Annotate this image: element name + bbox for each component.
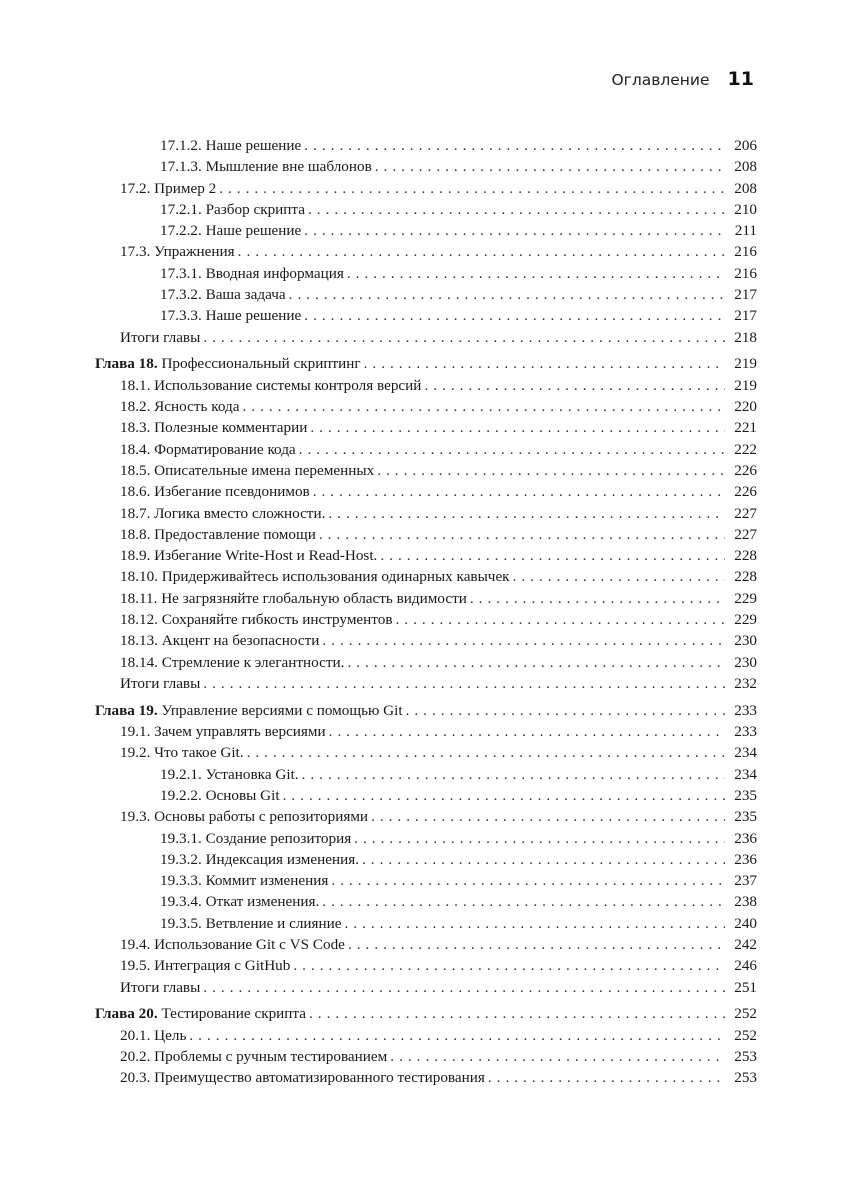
toc-chapter-entry[interactable] [95,1003,757,1024]
running-title: Оглавление [611,71,710,89]
dot-leader [299,439,725,460]
toc-entry-title: 19.3.2. Индексация изменения. [160,850,360,868]
toc-entry[interactable] [95,417,757,438]
toc-entry[interactable] [95,284,757,305]
toc-entry-title: 19.3. Основы работы с репозиториями [120,808,369,826]
toc-entry[interactable] [95,742,757,763]
toc-page-number: 219 [734,355,757,373]
dot-leader [319,524,725,545]
chapter-title: Профессиональный скриптинг [161,355,361,373]
dot-leader [289,284,725,305]
dot-leader [247,742,725,763]
toc-page-number: 251 [734,978,757,996]
toc-page-number: 229 [734,589,757,607]
toc-page-number: 234 [734,744,757,762]
toc-entry-title: 17.2.1. Разбор скрипта [160,200,305,218]
toc-page-number: 208 [734,179,757,197]
toc-page-number: 252 [734,1005,757,1023]
toc-entry[interactable] [95,263,757,284]
dot-leader [322,630,725,651]
dot-leader [348,934,725,955]
toc-entry-title: 18.9. Избегание Write-Host и Read-Host. [120,547,378,565]
toc-entry[interactable] [95,460,757,481]
toc-chapter-entry[interactable] [95,700,757,721]
dot-leader [380,545,725,566]
toc-entry[interactable] [95,135,757,156]
dot-leader [513,566,725,587]
toc-entry-title: 17.3. Упражнения [120,243,235,261]
toc-entry[interactable] [95,375,757,396]
dot-leader [331,870,725,891]
toc-page-number: 238 [734,893,757,911]
toc-entry-title: 18.5. Описательные имена переменных [120,461,375,479]
toc-entry[interactable] [95,566,757,587]
toc-entry[interactable] [95,178,757,199]
dot-leader [375,156,725,177]
toc-entry-title: 18.2. Ясность кода [120,398,240,416]
page-header [0,68,754,96]
dot-leader [304,220,725,241]
toc-entry[interactable] [95,913,757,934]
toc-entry[interactable] [95,199,757,220]
toc-entry-title: 19.1. Зачем управлять версиями [120,723,326,741]
dot-leader [219,178,725,199]
toc-page-number: 228 [734,568,757,586]
toc-entry-title: 17.3.3. Наше решение [160,307,302,325]
toc-entry[interactable] [95,891,757,912]
dot-leader [203,673,725,694]
toc-entry-title [95,700,403,721]
toc-entry-title: Итоги главы [120,978,201,996]
toc-page-number: 234 [734,765,757,783]
toc-entry-title: 18.1. Использование системы контроля версий [120,376,422,394]
toc-page-number: 240 [734,914,757,932]
toc-entry-title: 19.2. Что такое Git. [120,744,244,762]
toc-page-number: 206 [734,137,757,154]
toc-page-number: 228 [734,547,757,565]
dot-leader [203,977,725,998]
toc-entry-title: 18.3. Полезные комментарии [120,419,308,437]
toc-page-number: 253 [734,1047,757,1065]
dot-leader [328,503,725,524]
dot-leader [304,305,725,326]
toc-entry-title: 18.8. Предоставление помощи [120,525,316,543]
toc-entry[interactable] [95,545,757,566]
toc-page-number: 253 [734,1069,757,1087]
dot-leader [189,1025,725,1046]
toc-entry-title: 18.7. Логика вместо сложности. [120,504,326,522]
toc-entry[interactable] [95,503,757,524]
dot-leader [238,241,725,262]
chapter-title: Тестирование скрипта [161,1005,306,1023]
dot-leader [347,263,725,284]
toc-page-number: 216 [734,243,757,261]
toc-entry[interactable] [95,1067,757,1088]
toc-entry-title: 17.1.2. Наше решение [160,137,302,154]
dot-leader [329,721,725,742]
toc-page-number: 226 [734,483,757,501]
toc-page-number: 210 [734,200,757,218]
dot-leader [347,652,725,673]
dot-leader [242,396,725,417]
dot-leader [309,1003,725,1024]
toc-entry-title: 17.3.1. Вводная информация [160,264,344,282]
dot-leader [322,891,725,912]
toc-entry[interactable] [95,764,757,785]
toc-entry[interactable] [95,955,757,976]
chapter-number: Глава 20. [95,1005,158,1023]
toc-page-number: 221 [734,419,757,437]
toc-page-number: 232 [734,674,757,692]
toc-entry[interactable] [95,220,757,241]
dot-leader [362,849,725,870]
toc-entry-title: Итоги главы [120,674,201,692]
dot-leader [390,1046,725,1067]
toc-entry[interactable] [95,977,757,998]
toc-entry-title: 18.4. Форматирование кода [120,440,296,458]
toc-entry-title: 19.4. Использование Git с VS Code [120,935,345,953]
toc-page-number: 222 [734,440,757,458]
chapter-number: Глава 18. [95,355,158,373]
toc-entry-title: 19.5. Интеграция с GitHub [120,957,291,975]
toc-entry[interactable] [95,305,757,326]
dot-leader [345,913,725,934]
toc-entry-title: 18.12. Сохраняйте гибкость инструментов [120,611,393,629]
toc-entry[interactable] [95,934,757,955]
dot-leader [293,955,725,976]
toc-entry-title: 18.6. Избегание псевдонимов [120,483,310,501]
dot-leader [304,135,725,156]
toc-entry-title: 18.10. Придерживайтесь использования одинарных кавычек [120,568,510,586]
table-of-contents [95,135,757,1089]
toc-entry[interactable] [95,828,757,849]
toc-entry-title [95,1003,306,1024]
toc-entry[interactable] [95,588,757,609]
toc-page-number: 219 [734,376,757,394]
toc-entry[interactable] [95,1025,757,1046]
toc-entry-title: 19.3.3. Коммит изменения [160,872,329,890]
toc-page-number: 217 [734,307,757,325]
toc-page-number: 217 [734,286,757,304]
toc-entry[interactable] [95,241,757,262]
dot-leader [310,417,725,438]
toc-entry-title: 19.3.5. Ветвление и слияние [160,914,342,932]
dot-leader [488,1067,725,1088]
toc-entry[interactable] [95,156,757,177]
toc-entry-title: 20.2. Проблемы с ручным тестированием [120,1047,388,1065]
dot-leader [371,806,725,827]
toc-entry-title: 18.13. Акцент на безопасности [120,632,320,650]
toc-entry[interactable] [95,524,757,545]
dot-leader [424,375,725,396]
toc-page-number: 252 [734,1026,757,1044]
toc-entry-title: 17.1.3. Мышление вне шаблонов [160,158,372,176]
dot-leader [364,353,725,374]
toc-entry-title: 17.2. Пример 2 [120,179,217,197]
toc-entry-title: 20.1. Цель [120,1026,187,1044]
dot-leader [396,609,725,630]
toc-entry[interactable] [95,439,757,460]
toc-entry-title: 17.2.2. Наше решение [160,222,302,240]
toc-entry-title: 17.3.2. Ваша задача [160,286,286,304]
toc-chapter-entry[interactable] [95,353,757,374]
toc-entry[interactable] [95,327,757,348]
toc-entry[interactable] [95,396,757,417]
toc-page-number: 227 [734,504,757,522]
toc-page-number: 211 [734,222,757,240]
toc-entry[interactable] [95,806,757,827]
toc-entry-title: 19.3.4. Откат изменения. [160,893,320,911]
toc-entry[interactable] [95,785,757,806]
toc-entry-title: Итоги главы [120,328,201,346]
toc-page-number: 220 [734,398,757,416]
dot-leader [308,199,725,220]
dot-leader [354,828,725,849]
toc-page-number: 218 [734,328,757,346]
toc-page-number: 233 [734,723,757,741]
toc-page-number: 235 [734,786,757,804]
toc-page-number: 230 [734,653,757,671]
toc-page-number: 237 [734,872,757,890]
toc-entry-title: 19.3.1. Создание репозитория [160,829,352,847]
dot-leader [203,327,725,348]
toc-entry[interactable] [95,609,757,630]
toc-page-number: 242 [734,935,757,953]
toc-page-number: 226 [734,461,757,479]
toc-page-number: 236 [734,850,757,868]
toc-page-number: 208 [734,158,757,176]
toc-page-number: 216 [734,264,757,282]
toc-entry[interactable] [95,630,757,651]
toc-entry[interactable] [95,673,757,694]
dot-leader [302,764,725,785]
toc-entry-title: 19.2.2. Основы Git [160,786,280,804]
toc-page-number: 233 [734,701,757,719]
chapter-title: Управление версиями с помощью Git [161,701,403,719]
toc-entry[interactable] [95,652,757,673]
toc-page-number: 227 [734,525,757,543]
dot-leader [283,785,725,806]
toc-entry-title: 20.3. Преимущество автоматизированного тестирования [120,1069,485,1087]
dot-leader [470,588,725,609]
page-number: 11 [727,68,754,90]
toc-entry[interactable] [95,870,757,891]
dot-leader [406,700,725,721]
toc-entry-title [95,353,361,374]
chapter-number: Глава 19. [95,701,158,719]
toc-page-number: 230 [734,632,757,650]
toc-entry-title: 18.11. Не загрязняйте глобальную область видимости [120,589,467,607]
toc-page-number: 229 [734,611,757,629]
toc-page-number: 236 [734,829,757,847]
toc-entry[interactable] [95,721,757,742]
toc-entry[interactable] [95,481,757,502]
dot-leader [377,460,725,481]
toc-entry[interactable] [95,1046,757,1067]
toc-entry-title: 19.2.1. Установка Git. [160,765,299,783]
dot-leader [313,481,725,502]
toc-page-number: 235 [734,808,757,826]
toc-entry[interactable] [95,849,757,870]
toc-page-number: 246 [734,957,757,975]
toc-entry-title: 18.14. Стремление к элегантности. [120,653,345,671]
